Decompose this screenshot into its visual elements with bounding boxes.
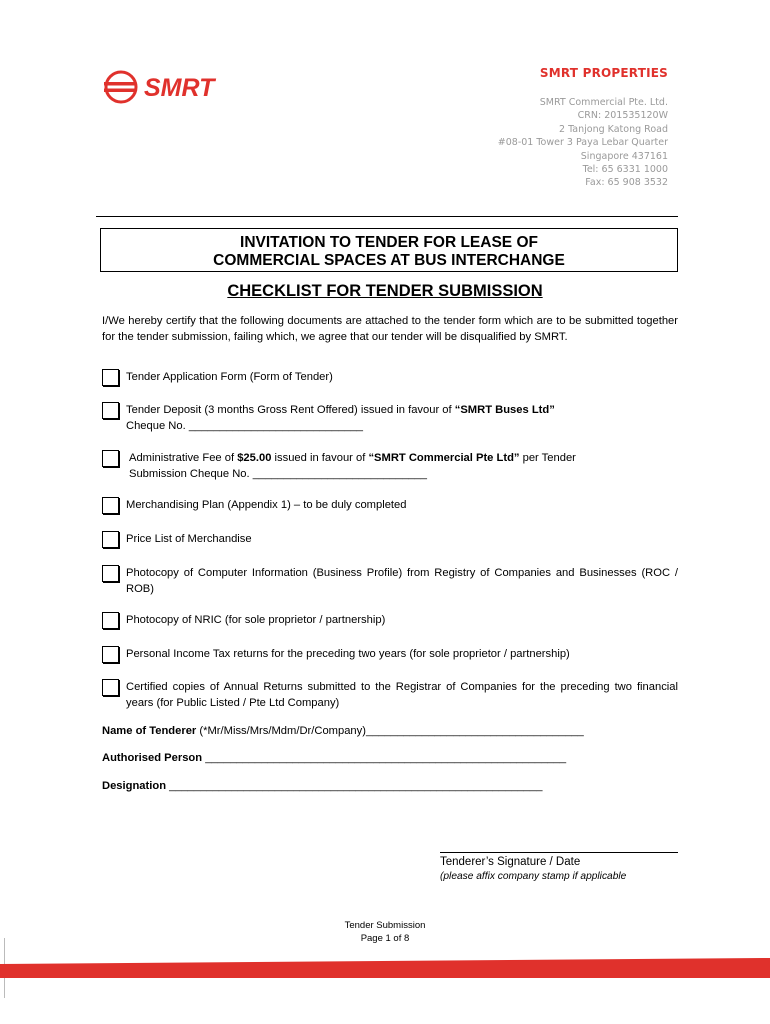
checkbox[interactable] [102, 612, 119, 629]
field-blank: __________________________________________________________ [202, 752, 567, 764]
checklist-heading: CHECKLIST FOR TENDER SUBMISSION [227, 282, 543, 300]
authorised-person-field[interactable] [102, 752, 678, 764]
item-bold: “SMRT Buses Ltd” [454, 404, 555, 416]
item-text: Tender Deposit (3 months Gross Rent Offered) issued in favour of [126, 404, 455, 416]
smrt-logo [104, 70, 238, 104]
field-blank: (*Mr/Miss/Mrs/Mdm/Dr/Company)___________________________________ [196, 725, 584, 737]
company-info [498, 66, 668, 190]
address-line: Fax: 65 908 3532 [585, 177, 668, 189]
item-text: Price List of Merchandise [126, 533, 252, 545]
address-line: Tel: 65 6331 1000 [582, 164, 668, 176]
checkbox[interactable] [102, 402, 119, 419]
signature-line[interactable] [440, 852, 678, 853]
title-line-1: INVITATION TO TENDER FOR LEASE OF [240, 234, 538, 251]
item-text: issued in favour of [271, 452, 369, 464]
footer-red-band [0, 958, 770, 978]
field-label: Name of Tenderer [102, 725, 197, 737]
tenderer-name-field[interactable] [102, 725, 678, 737]
address-line: SMRT Commercial Pte. Ltd. [539, 97, 668, 108]
cheque-line: Submission Cheque No. ____________________________ [129, 467, 427, 480]
address-line: #08-01 Tower 3 Paya Lebar Quarter [497, 137, 668, 149]
certification-text: I/We hereby certify that the following documents are attached to the tender form which are to be submitted together for the tender submission, failing which, we agree that our tender will be disqualified by SMRT. [102, 315, 678, 343]
cheque-line: Cheque No. ____________________________ [126, 419, 364, 432]
item-text: Tender Application Form (Form of Tender) [126, 371, 333, 383]
field-blank: ____________________________________________________________ [166, 780, 543, 792]
stamp-note: (please affix company stamp if applicable [440, 871, 627, 882]
item-text: Certified copies of Annual Returns submitted to the Registrar of Companies for the preceding two financial years (for Public Listed / Pte Ltd Company) [126, 681, 678, 709]
checkbox[interactable] [102, 497, 119, 514]
header-divider [96, 216, 678, 217]
checkbox[interactable] [102, 531, 119, 548]
checkbox[interactable] [102, 369, 119, 386]
checkbox[interactable] [102, 565, 119, 582]
page-footer [0, 919, 770, 945]
title-box [100, 228, 678, 272]
item-text: Administrative Fee of [129, 452, 238, 464]
footer-title: Tender Submission [344, 920, 426, 931]
title-line-2: COMMERCIAL SPACES AT BUS INTERCHANGE [213, 251, 565, 269]
item-text: Merchandising Plan (Appendix 1) – to be duly completed [126, 499, 407, 511]
designation-field[interactable] [102, 780, 678, 792]
address-line: CRN: 201535120W [577, 110, 668, 122]
checkbox[interactable] [102, 646, 119, 663]
signature-label: Tenderer’s Signature / Date [440, 856, 581, 868]
brand-name: SMRT PROPERTIES [539, 66, 668, 80]
logo-text: SMRT [144, 74, 215, 102]
field-label: Designation [102, 780, 167, 792]
address-line: 2 Tanjong Katong Road [559, 123, 668, 135]
checkbox[interactable] [102, 450, 119, 467]
item-text: Photocopy of NRIC (for sole proprietor / partnership) [126, 614, 386, 626]
item-text: Personal Income Tax returns for the preceding two years (for sole proprietor / partnership) [126, 648, 570, 660]
checkbox[interactable] [102, 679, 119, 696]
field-label: Authorised Person [102, 752, 203, 764]
item-bold: “SMRT Commercial Pte Ltd” [368, 452, 520, 464]
address-line: Singapore 437161 [580, 150, 668, 162]
page-number: Page 1 of 8 [360, 933, 410, 944]
item-text: Photocopy of Computer Information (Business Profile) from Registry of Companies and Businesses (ROC / ROB) [126, 567, 678, 595]
item-bold: $25.00 [237, 452, 272, 464]
item-text: per Tender [519, 452, 576, 464]
